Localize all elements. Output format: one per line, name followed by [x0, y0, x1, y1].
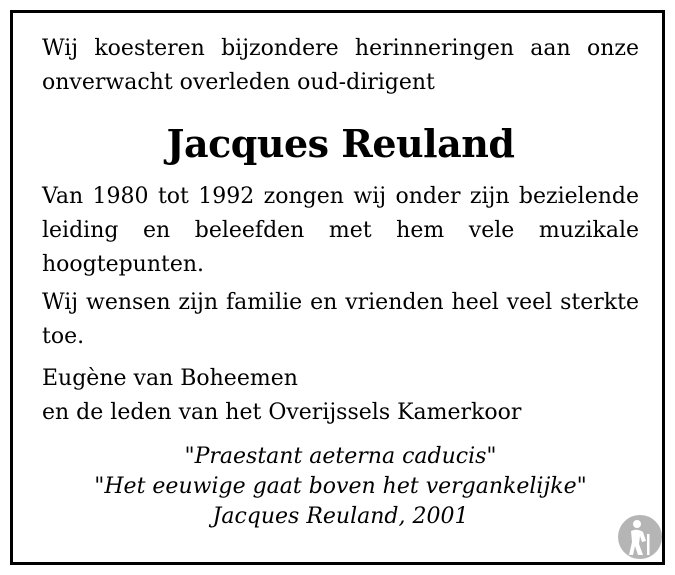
signature-block: [42, 362, 639, 430]
paragraph-choir-history: Van 1980 tot 1992 zongen wij onder zijn bezielende leiding en beleefden met hem vele muzikale hoogtepunten.: [42, 184, 639, 277]
signature-organization: en de leden van het Overijssels Kamerkoor: [42, 400, 522, 425]
quote-attribution: Jacques Reuland, 2001: [212, 504, 469, 529]
paragraph-condolence: Wij wensen zijn familie en vrienden heel veel sterkte toe.: [42, 290, 639, 349]
deceased-name: Jacques Reuland: [166, 121, 515, 166]
memorial-figure-icon: [617, 514, 663, 560]
intro-text: Wij koesteren bijzondere herinneringen aan onze onverwacht overleden oud-dirigent: [42, 36, 639, 95]
quote-latin: "Praestant aeterna caducis": [184, 444, 497, 469]
signature-name: Eugène van Boheemen: [42, 366, 298, 391]
obituary-content: [42, 32, 639, 532]
quote-translation: "Het eeuwige gaat boven het vergankelijke": [94, 474, 587, 499]
quote-block: [42, 442, 639, 532]
